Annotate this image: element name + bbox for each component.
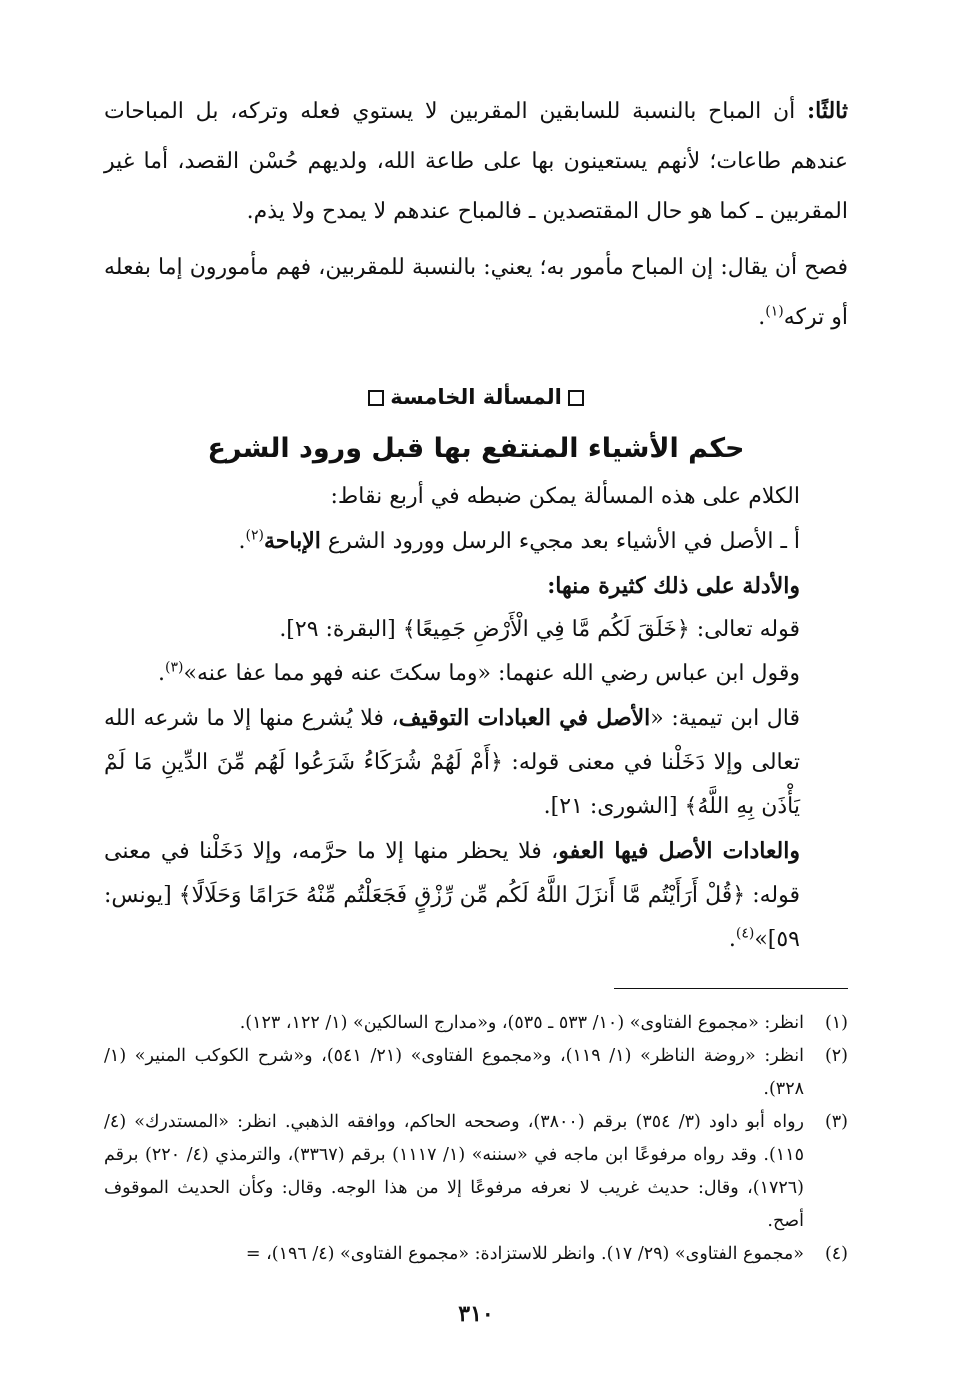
evidence-heading: والأدلة على ذلك كثيرة منها:	[547, 573, 800, 599]
ibn-abbas-line	[104, 652, 848, 696]
chapter-title: حكم الأشياء المنتفع بها قبل ورود الشرع	[207, 433, 745, 464]
customs-paragraph	[104, 829, 848, 962]
footnote-text: انظر: «مجموع الفتاوى» (١٠/ ٥٣٣ ـ ٥٣٥)، و«مدارج السالكين» (١/ ١٢٢، ١٢٣).	[239, 1013, 804, 1033]
section-label-text: المسألة الخامسة	[390, 385, 562, 409]
footnote-number: (٤)	[824, 1244, 848, 1264]
footnote-ref-3[interactable]: (٣)	[165, 659, 184, 676]
ibn-taymiyya-open: قال ابن تيمية: «	[650, 706, 800, 731]
page-number: ٣١٠	[458, 1301, 494, 1327]
box-bullet-icon	[568, 390, 584, 406]
ibn-taymiyya-rest: ، فلا يُشرع منها إلا ما شرعه الله تعالى وإلا دَخَلْنا في معنى قوله: ﴿أَمْ لَهُمْ شُرَكَاءُ شَرَعُوا لَهُم مِّنَ الدِّينِ مَا لَمْ يَأْذَن بِهِ اللَّهُ﴾ [الشورى: ٢١].	[104, 706, 800, 819]
intro-line: الكلام على هذه المسألة يمكن ضبطه في أربع نقاط:	[330, 484, 800, 509]
ibn-taymiyya-bold: الأصل في العبادات التوقيف	[398, 705, 651, 731]
footnotes	[104, 1007, 848, 1271]
thirdly-text: أن المباح بالنسبة للسابقين المقربين لا يستوي فعله وتركه، بل المباحات عندهم طاعات؛ لأنهم يستعينون بها على طاعة الله، ولديهم حُسْن القصد، أما غير المقربين ـ كما هو حال المقتصدين ـ فالمباح عندهم لا يمدح ولا يذم.	[104, 99, 848, 224]
paragraph-conclusion	[104, 243, 848, 343]
footnote-text: رواه أبو داود (٣/ ٣٥٤) برقم (٣٨٠٠)، وصححه الحاكم، ووافقه الذهبي. انظر: «المستدرك» (٤/ ١١٥). وقد رواه مرفوعًا ابن ماجه في «سننه» (١/ ١١١٧) برقم (٣٣٦٧)، والترمذي (٤/ ٢٢٠) برقم (١٧٢٦)، وقال: حديث غريب لا نعرفه مرفوعًا إلا من هذا الوجه. وقال: وكأن الحديث الموقوف أصح.	[104, 1112, 804, 1231]
footnote	[104, 1040, 848, 1106]
footnote-text: «مجموع الفتاوى» (٢٩/ ١٧). وانظر للاستزادة: «مجموع الفتاوى» (٤/ ١٩٦)، =	[245, 1244, 804, 1264]
thirdly-label: ثالثًا:	[807, 98, 848, 124]
ibn-taymiyya-quote	[104, 696, 848, 829]
point-a	[104, 519, 848, 564]
footnote-text: انظر: «روضة الناظر» (١/ ١١٩)، و«مجموع الفتاوى» (٢١/ ٥٤١)، و«شرح الكوكب المنير» (١/ ٣٢٨).	[104, 1046, 805, 1099]
footnote-ref-1[interactable]: (١)	[765, 303, 784, 320]
point-a-bold: الإباحة	[263, 528, 321, 554]
footnote	[104, 1106, 848, 1238]
main-body	[104, 475, 848, 962]
footnote-ref-2[interactable]: (٢)	[245, 527, 264, 544]
verse-line: قوله تعالى: ﴿خَلَقَ لَكُم مَّا فِي الْأَرْضِ جَمِيعًا﴾ [البقرة: ٢٩].	[279, 617, 800, 642]
ibn-abbas-text: وقول ابن عباس رضي الله عنهما: «وما سكتَ عنه فهو مما عفا عنه»	[183, 661, 800, 686]
footnote	[104, 1007, 848, 1040]
footnote-number: (٣)	[824, 1112, 848, 1132]
conclusion-end: .	[758, 305, 766, 330]
conclusion-text: فصح أن يقال: إن المباح مأمور به؛ يعني: بالنسبة للمقربين، فهم مأمورون إما بفعله أو تركه	[104, 255, 848, 330]
footnote-ref-4[interactable]: (٤)	[735, 925, 755, 942]
customs-text: ، فلا يحظر منها إلا ما حرَّمه، وإلا دَخَلْنا في معنى قوله: ﴿قُلْ أَرَأَيْتُم مَّا أَنزَلَ اللَّهُ لَكُم مِّن رِّزْقٍ فَجَعَلْتُم مِّنْهُ حَرَامًا وَحَلَالًا﴾ [يونس: ٥٩]»	[104, 839, 800, 952]
section-label	[104, 377, 848, 417]
footnote-number: (١)	[824, 1013, 848, 1033]
box-bullet-icon	[368, 390, 384, 406]
paragraph-thirdly	[104, 86, 848, 237]
customs-end: .	[728, 927, 736, 952]
footnote	[104, 1238, 848, 1271]
point-a-text: أ ـ الأصل في الأشياء بعد مجيء الرسل وورود الشرع	[320, 529, 800, 554]
point-a-end: .	[238, 529, 246, 554]
customs-bold: والعادات الأصل فيها العفو	[558, 838, 800, 864]
ibn-abbas-end: .	[158, 661, 166, 686]
footnote-number: (٢)	[824, 1046, 848, 1066]
footnote-separator	[614, 988, 848, 989]
